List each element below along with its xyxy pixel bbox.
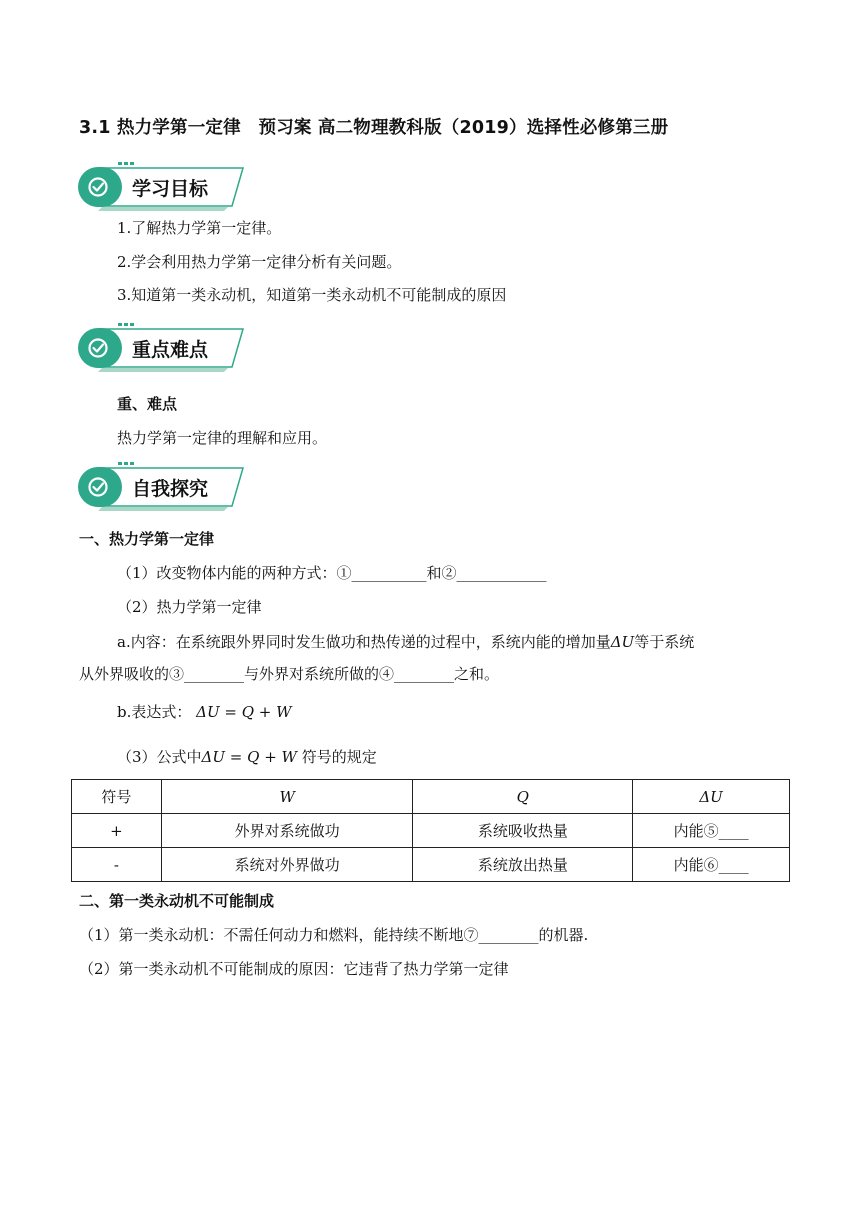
part1-item3 [117, 747, 377, 767]
part1-item1: （1）改变物体内能的两种方式：①__________和②____________ [117, 564, 547, 582]
table-cell: 外界对系统做功 [161, 814, 413, 848]
section-label-key-points: 重点难点 [132, 339, 209, 361]
item3-pre: （3）公式中 [117, 748, 202, 766]
expression-formula: ΔU = Q + W [196, 703, 292, 721]
part1-content-line2: 从外界吸收的③________与外界对系统所做的④________之和。 [79, 665, 500, 683]
item3-formula: ΔU = Q + W [201, 748, 297, 766]
table-cell: 系统放出热量 [413, 848, 633, 882]
delta-u-symbol: ΔU [610, 633, 635, 651]
part1-item2: （2）热力学第一定律 [117, 598, 262, 616]
key-heading: 重、难点 [117, 395, 178, 413]
table-header-row [72, 780, 790, 814]
page-title: 3.1 热力学第一定律 预习案 高二物理教科版（2019）选择性必修第三册 [79, 118, 669, 138]
part2-item1: （1）第一类永动机：不需任何动力和燃料，能持续不断地⑦________的机器. [79, 926, 589, 944]
goal-item-2: 2.学会利用热力学第一定律分析有关问题。 [117, 253, 402, 271]
part1-expression [117, 702, 292, 722]
table-cell: 内能⑤____ [633, 814, 790, 848]
table-header-cell: W [161, 780, 413, 814]
table-cell: - [72, 848, 162, 882]
section-badge-key-points [78, 321, 248, 375]
table-header-cell: Q [413, 780, 633, 814]
sign-convention-table [71, 779, 790, 882]
part2-heading: 二、第一类永动机不可能制成 [79, 892, 275, 910]
part1-content-line1 [117, 632, 694, 652]
table-header-cell: ΔU [633, 780, 790, 814]
part2-item2: （2）第一类永动机不可能制成的原因：它违背了热力学第一定律 [79, 960, 509, 978]
key-text: 热力学第一定律的理解和应用。 [117, 429, 328, 447]
section-badge-self-explore [78, 460, 248, 514]
item3-post: 符号的规定 [301, 748, 377, 766]
section-label-self-explore: 自我探究 [132, 478, 209, 500]
section-label-goals: 学习目标 [132, 178, 209, 200]
table-row [72, 848, 790, 882]
content-text-pre: a.内容：在系统跟外界同时发生做功和热传递的过程中，系统内能的增加量 [117, 633, 611, 651]
expression-label: b.表达式： [117, 703, 192, 721]
section-badge-goals [78, 160, 248, 214]
table-cell: 系统对外界做功 [161, 848, 413, 882]
goal-item-3: 3.知道第一类永动机，知道第一类永动机不可能制成的原因 [117, 286, 507, 304]
part1-heading: 一、热力学第一定律 [79, 530, 215, 548]
table-row [72, 814, 790, 848]
table-cell: 系统吸收热量 [413, 814, 633, 848]
table-cell: 内能⑥____ [633, 848, 790, 882]
goal-item-1: 1.了解热力学第一定律。 [117, 219, 282, 237]
table-cell: + [72, 814, 162, 848]
table-header-cell: 符号 [72, 780, 162, 814]
content-text-post: 等于系统 [634, 633, 695, 651]
